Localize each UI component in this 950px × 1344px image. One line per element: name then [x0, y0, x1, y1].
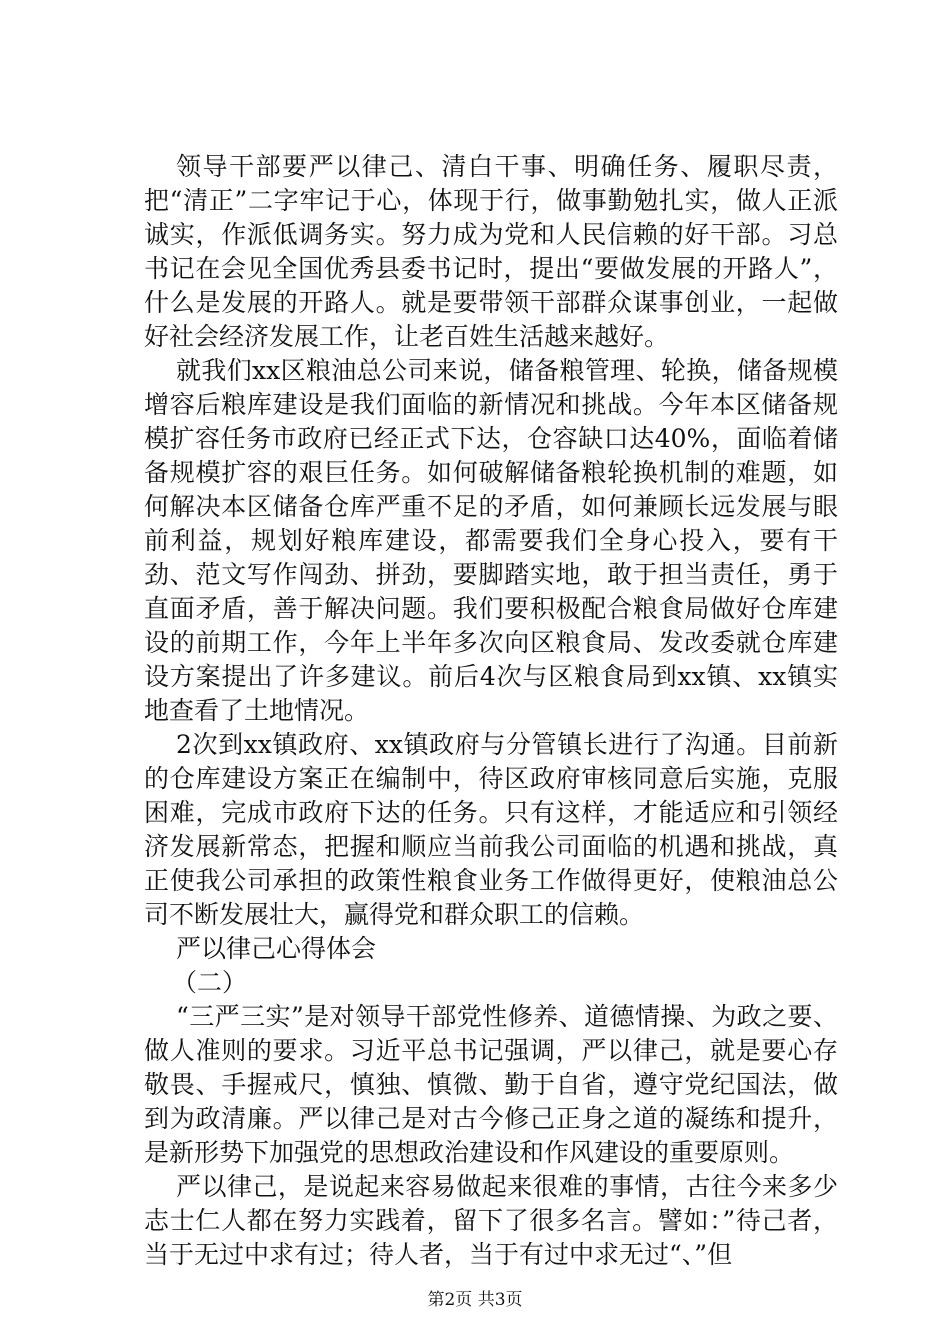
page-number-footer: 第2页 共3页: [427, 1290, 523, 1310]
document-body: [144, 150, 838, 1272]
section-subheading: （二）: [172, 968, 248, 997]
section-heading: 严以律己心得体会: [176, 934, 377, 963]
paragraph-progress: 2次到xx镇政府、xx镇政府与分管镇长进行了沟通。目前新的仓库建设方案正在编制中，待区政府审核同意后实施，克服困难，完成市政府下达的任务。只有这样，才能适应和引领经济发展新常态，把握和顺应当前我公司面临的机遇和挑战，真正使我公司承担的政策性粮食业务工作做得更好，使粮油总公司不断发展壮大，赢得党和群众职工的信赖。: [144, 730, 838, 929]
paragraph-self-discipline: 严以律己，是说起来容易做起来很难的事情，古往今来多少志士仁人都在努力实践着，留下了很多名言。譬如：”待己者，当于无过中求有过；待人者，当于有过中求无过“、”但: [144, 1172, 838, 1269]
paragraph-lead: 领导干部要严以律己、清白干事、明确任务、履职尽责，把“清正”二字牢记于心，体现于行，做事勤勉扎实，做人正派诚实，作派低调务实。努力成为党和人民信赖的好干部。习总书记在会见全国优秀县委书记时，提出“要做发展的开路人”，什么是发展的开路人。就是要带领干部群众谋事创业，一起做好社会经济发展工作，让老百姓生活越来越好。: [144, 152, 838, 351]
paragraph-three-strict: “三严三实”是对领导干部党性修养、道德情操、为政之要、做人准则的要求。习近平总书记强调，严以律己，就是要心存敬畏、手握戒尺，慎独、慎微、勤于自省，遵守党纪国法，做到为政清廉。严以律己是对古今修己正身之道的凝练和提升，是新形势下加强党的思想政治建设和作风建设的重要原则。: [144, 1002, 838, 1167]
paragraph-company: 就我们xx区粮油总公司来说，储备粮管理、轮换，储备规模增容后粮库建设是我们面临的新情况和挑战。今年本区储备规模扩容任务市政府已经正式下达，仓容缺口达40%，面临着储备规模扩容的艰巨任务。如何破解储备粮轮换机制的难题，如何解决本区储备仓库严重不足的矛盾，如何兼顾长远发展与眼前利益，规划好粮库建设，都需要我们全身心投入，要有干劲、范文写作闯劲、拼劲，要脚踏实地，敢于担当责任，勇于直面矛盾，善于解决问题。我们要积极配合粮食局做好仓库建设的前期工作，今年上半年多次向区粮食局、发改委就仓库建设方案提出了许多建议。前后4次与区粮食局到xx镇、xx镇实地查看了土地情况。: [144, 356, 838, 725]
